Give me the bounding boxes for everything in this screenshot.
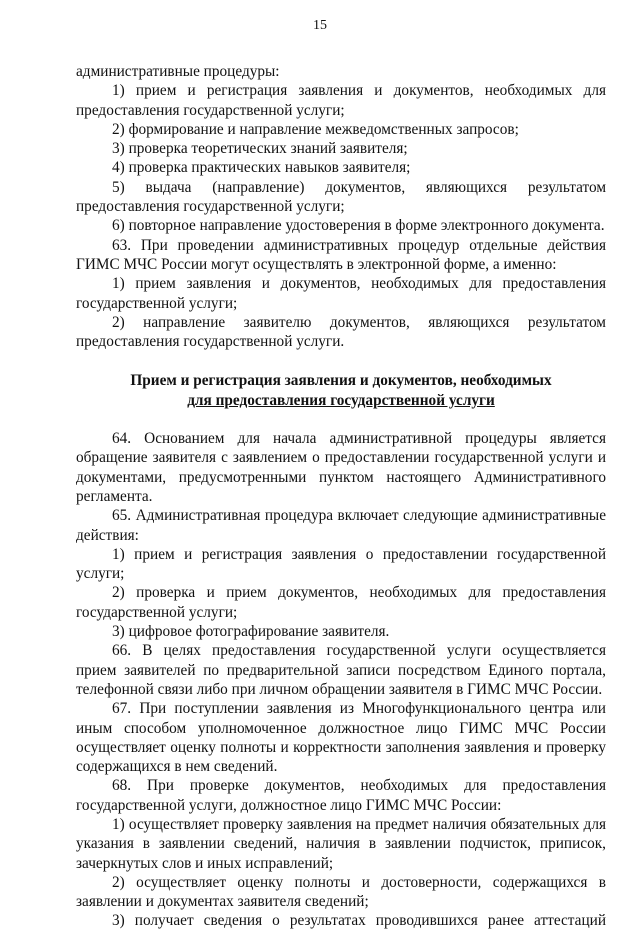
list-item: 1) прием и регистрация заявления и документов, необходимых для предоставления государственной услуги; bbox=[76, 82, 606, 119]
list-item: 2) проверка и прием документов, необходимых для предоставления государственной услуги; bbox=[76, 584, 606, 621]
paragraph: 64. Основанием для начала административной процедуры является обращение заявителя с заявлением о предоставлении государственной услуги и документами, предусмотренными пунктом настоящего Административного регламента. bbox=[76, 430, 606, 505]
paragraph: 66. В целях предоставления государственной услуги осуществляется прием заявителей по предварительной записи посредством Единого портала, телефонной связи либо при личном обращении заявителя в ГИМС МЧС России. bbox=[76, 642, 606, 698]
list-item: 1) осуществляет проверку заявления на предмет наличия обязательных для указания в заявлении сведений, наличия в заявлении подчисток, приписок, зачеркнутых слов и иных исправлений; bbox=[76, 815, 606, 872]
paragraph: административные процедуры: bbox=[76, 63, 280, 80]
list-item: 1) прием заявления и документов, необходимых для предоставления государственной услуги; bbox=[76, 275, 606, 312]
section-heading-line: Прием и регистрация заявления и документов, необходимых bbox=[130, 372, 552, 390]
list-item: 3) цифровое фотографирование заявителя. bbox=[112, 623, 390, 641]
list-item: 1) прием и регистрация заявления о предоставлении государственной услуги; bbox=[76, 545, 606, 583]
document-body bbox=[76, 62, 606, 931]
list-item: 2) направление заявителю документов, являющихся результатом предоставления государственной услуги. bbox=[76, 313, 606, 351]
section-heading bbox=[76, 371, 606, 410]
list-item: 3) получает сведения о результатах проводившихся ранее аттестаций bbox=[112, 912, 606, 930]
paragraph: 63. При проведении административных процедур отдельные действия ГИМС МЧС России могут осуществлять в электронной форме, а именно: bbox=[76, 236, 606, 273]
page-number: 15 bbox=[313, 18, 327, 33]
list-item: 2) осуществляет оценку полноты и достоверности, содержащихся в заявлении и документах заявителя сведений; bbox=[76, 873, 606, 911]
list-item: 4) проверка практических навыков заявителя; bbox=[112, 159, 411, 177]
paragraph: 67. При поступлении заявления из Многофункционального центра или иным способом уполномоченное должностное лицо ГИМС МЧС России осуществляет оценку полноты и корректности заполнения заявления и проверку содержащихся в нем сведений. bbox=[76, 700, 606, 776]
paragraph: 65. Административная процедура включает следующие административные действия: bbox=[76, 507, 606, 544]
paragraph: 68. При проверке документов, необходимых для предоставления государственной услуги, должностное лицо ГИМС МЧС России: bbox=[76, 777, 606, 814]
section-heading-line: для предоставления государственной услуги bbox=[187, 391, 495, 409]
list-item: 6) повторное направление удостоверения в форме электронного документа. bbox=[112, 217, 605, 235]
list-item: 5) выдача (направление) документов, являющихся результатом предоставления государственной услуги; bbox=[76, 178, 606, 216]
list-item: 2) формирование и направление межведомственных запросов; bbox=[112, 120, 519, 138]
list-item: 3) проверка теоретических знаний заявителя; bbox=[112, 140, 408, 158]
